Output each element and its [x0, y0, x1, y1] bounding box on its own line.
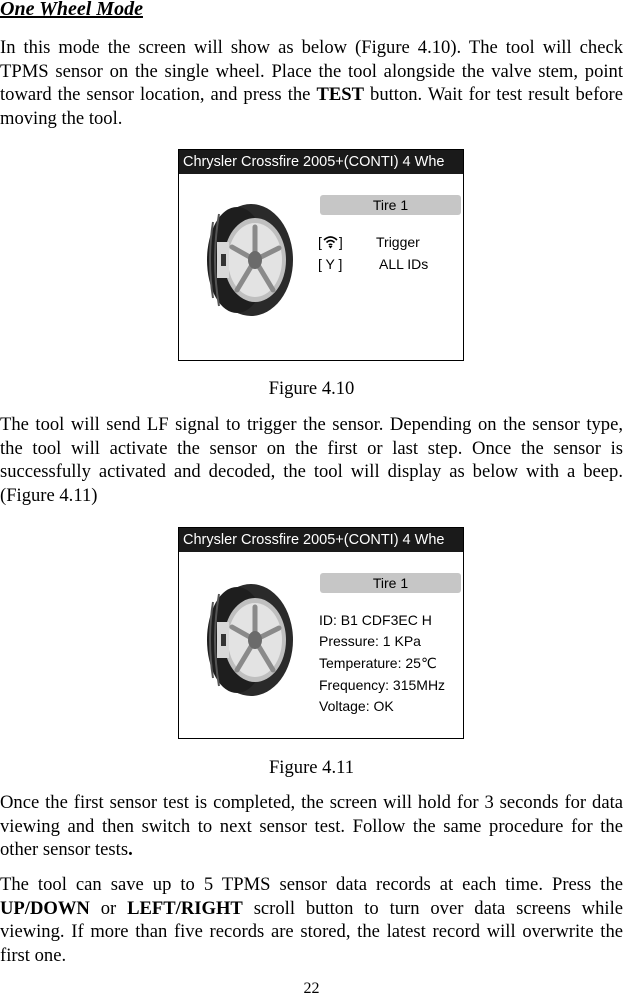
- page-number: 22: [303, 980, 320, 997]
- figure-4-11-caption: Figure 4.11: [268, 757, 355, 778]
- screen-title-bar: Chrysler Crossfire 2005+(CONTI) 4 Whe: [179, 150, 463, 174]
- records-paragraph: [0, 873, 623, 967]
- trigger-paragraph: The tool will send LF signal to trigger the sensor. Depending on the sensor type, the tool will activate the sensor on the first or last step. Once the sensor is successfully activated and decoded, the tool will display as below with a beep. (Figure 4.11): [0, 414, 623, 506]
- records-text-or: or: [89, 897, 128, 919]
- tire-label-bar: Tire 1: [320, 573, 461, 593]
- hold-text: Once the first sensor test is completed, the screen will hold for 3 seconds for data viewing and then switch to next sensor test. Follow the same procedure for the other sensor tests: [0, 792, 623, 861]
- left-right-button-label: LEFT/RIGHT: [127, 897, 243, 919]
- up-down-button-label: UP/DOWN: [0, 897, 90, 919]
- wireless-signal-icon: [322, 235, 339, 249]
- intro-text-end: button. Wait for test result before moving the tool.: [0, 84, 623, 129]
- figure-4-10-screen: [178, 149, 464, 361]
- section-heading: One Wheel Mode: [0, 0, 143, 20]
- tire-icon: [199, 582, 294, 700]
- all-ids-label: ALL IDs: [379, 256, 429, 272]
- tire-label-bar: Tire 1: [320, 195, 461, 215]
- records-text-end: scroll button to turn over data screens while viewing. If more than five records are stored, the latest record will overwrite the first one.: [0, 897, 623, 966]
- test-button-label: TEST: [316, 84, 364, 106]
- voltage-reading: Voltage: OK: [319, 698, 394, 714]
- trigger-key-close: ]: [338, 234, 343, 250]
- tire-icon: [199, 202, 294, 320]
- trigger-label: Trigger: [376, 234, 420, 250]
- trigger-key-open: [: [318, 234, 322, 250]
- trigger-key: [318, 233, 343, 251]
- pressure-reading: Pressure: 1 KPa: [319, 633, 421, 649]
- intro-paragraph: [0, 36, 623, 130]
- figure-4-10-caption: Figure 4.10: [268, 378, 355, 399]
- all-ids-key: [ Y ]: [318, 256, 343, 272]
- temperature-reading: Temperature: 25℃: [319, 655, 437, 671]
- frequency-reading: Frequency: 315MHz: [319, 677, 446, 693]
- figure-4-11-screen: [178, 527, 464, 739]
- records-text: The tool can save up to 5 TPMS sensor data records at each time. Press the: [0, 874, 623, 895]
- sensor-id-reading: ID: B1 CDF3EC H: [319, 612, 432, 628]
- hold-text-period: .: [128, 839, 133, 861]
- hold-paragraph: [0, 791, 623, 862]
- screen-title-bar: Chrysler Crossfire 2005+(CONTI) 4 Whe: [179, 528, 463, 552]
- intro-text: In this mode the screen will show as below (Figure 4.10). The tool will check TPMS sensor on the single wheel. Place the tool alongside the valve stem, point toward the sensor location, and press the: [0, 37, 623, 106]
